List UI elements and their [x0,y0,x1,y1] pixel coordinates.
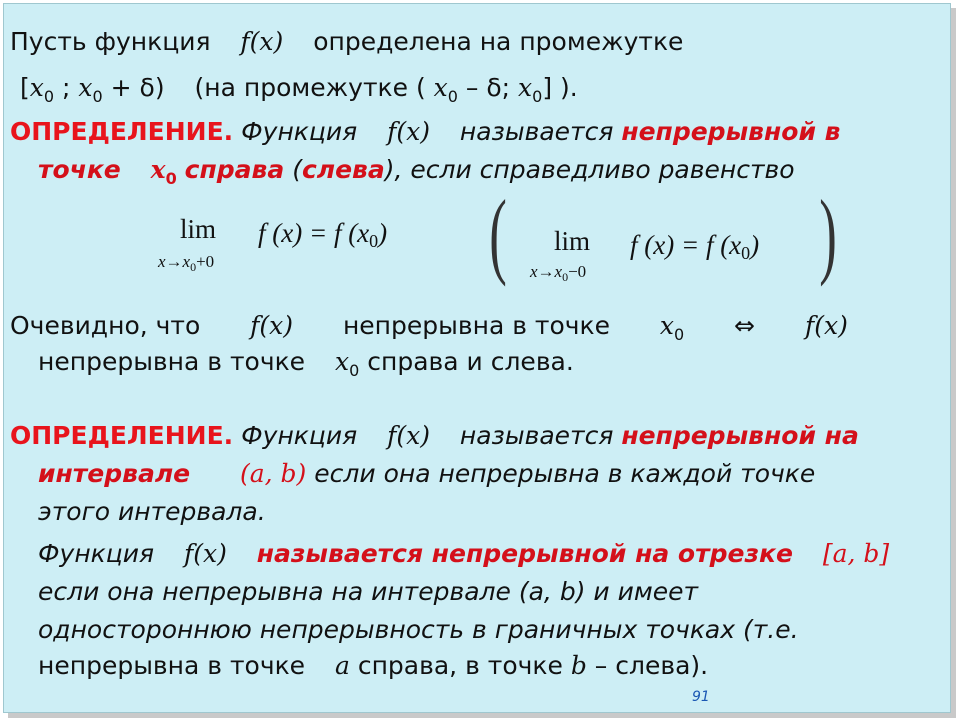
semicolon: ; [62,73,71,102]
subscript: 0 [532,87,543,106]
subscript: 0 [43,87,55,106]
subscript: 0 [349,361,360,380]
function-fx: f(x) [804,311,848,340]
text: непрерывна в точке [38,651,306,680]
var-x: x [518,73,533,102]
def2-line-3 [38,496,266,528]
big-left-paren: ( [489,180,507,287]
function-fx: f(x) [387,117,430,146]
text: Очевидно, что [10,311,201,340]
paren: ( [292,155,302,184]
def3-line-2 [38,576,698,608]
var-x: x [334,347,350,376]
subscript: 0 [741,243,751,263]
def2-line-2 [38,458,815,490]
subscript: 0 [562,270,569,284]
intro-line-1 [10,26,683,58]
def-text: одностороннюю непрерывность в граничных точках (т.е. [38,615,799,644]
def-text: если она непрерывна в каждой точке [314,459,816,488]
function-fx: f(x) [387,421,430,450]
subscript: 0 [369,231,379,251]
subscript: 0 [190,260,197,274]
equivalence-arrow-icon: ⇔ [734,311,756,340]
intro-text: определена на промежутке [313,27,684,56]
function-fx: f(x) [240,27,284,56]
text: – слева). [594,651,709,680]
def-text: называется [459,421,614,450]
obvious-line-2 [38,346,574,387]
expr-tail: ) [378,218,388,248]
lim-tail: +0 [196,252,215,271]
text: непрерывна в точке [38,347,306,376]
segment: [a, b] [822,539,890,568]
var-x: x [150,155,166,184]
def-text: Функция [241,421,358,450]
subscript: 0 [674,325,685,344]
big-right-paren: ) [819,180,837,287]
formula-expression [258,218,387,252]
interval: (a, b) [240,459,307,488]
lim-symbol: lim [554,226,591,256]
def-term: слева [301,155,385,184]
expr: f (x) = f (x [258,218,370,248]
bracket: ] ). [542,73,578,102]
obvious-line-1 [10,310,848,351]
var-x: x [433,73,448,102]
plus-delta: + δ) [110,73,165,102]
lim-tail: −0 [568,262,587,281]
def1-line-1 [10,116,841,148]
subscript: 0 [92,87,103,106]
lim-subscript [158,252,214,275]
var-b: b [570,651,587,680]
page-number: 91 [692,689,710,705]
var-a: a [334,651,350,680]
def3-line-3 [38,614,799,646]
var-x: x [659,311,675,340]
def-text: Функция [241,117,358,146]
function-fx: f(x) [250,311,294,340]
def1-line-2 [38,154,795,195]
text: справа, в точке [357,651,563,680]
def-term: интервале [38,459,191,488]
bracket: [ [20,73,30,102]
function-fx: f(x) [183,539,227,568]
subscript: 0 [165,169,177,188]
def-text: если она непрерывна на интервале (a, b) и имеет [38,577,699,606]
def-term: непрерывной в [621,117,841,146]
expr: f (x) = f (x [630,230,742,260]
lim-under: x→x [158,252,191,271]
def-term: точке [38,155,121,184]
subscript: 0 [447,87,458,106]
expr-tail: ) [750,230,760,260]
def-text: этого интервала. [38,497,266,526]
def-text: называется [459,117,614,146]
minus-delta: – δ; [465,73,511,102]
def-text: ), если справедливо равенство [384,155,795,184]
lim-subscript [530,262,586,285]
var-x: x [29,73,44,102]
def3-line-1 [38,538,889,570]
text: справа и слева. [367,347,574,376]
intro-line-2 [20,72,578,113]
intro-text: (на промежутке ( [194,73,426,102]
definition-label: ОПРЕДЕЛЕНИЕ. [10,117,234,146]
lim-under: x→x [530,262,563,281]
intro-text: Пусть функция [10,27,211,56]
def-text: Функция [38,539,155,568]
def-term: называется непрерывной на отрезке [256,539,793,568]
def-term: справа [184,155,285,184]
def-term: непрерывной на [621,421,859,450]
def2-line-1 [10,420,859,452]
definition-label: ОПРЕДЕЛЕНИЕ. [10,421,234,450]
formula-expression [630,230,759,264]
var-x: x [78,73,93,102]
def3-line-4 [38,650,708,682]
text: непрерывна в точке [342,311,611,340]
lim-symbol: lim [180,214,217,244]
